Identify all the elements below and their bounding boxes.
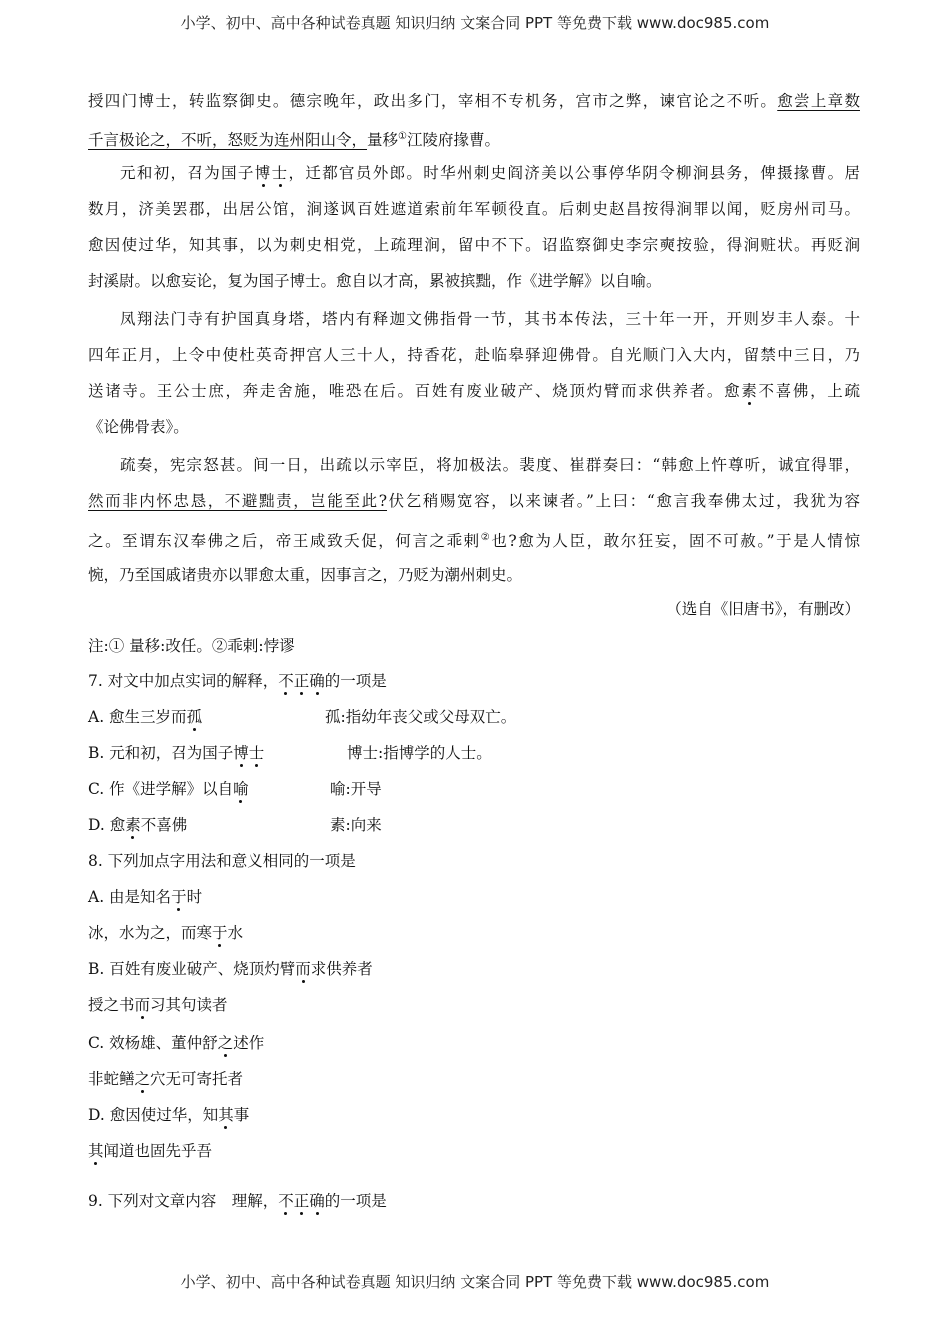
text: A. 由是知名 [88, 888, 172, 906]
text: 9. 下列对文章内容 理解， [88, 1192, 279, 1210]
passage-line [88, 527, 860, 552]
dotted-char: 之 [134, 1070, 151, 1088]
text: 之。至谓东汉奉佛之后，帝王咸致夭促，何言之乖剌 [88, 532, 481, 551]
question-line [88, 1068, 860, 1090]
dotted-char: 博 [233, 744, 249, 762]
text: 也?愈为人臣，敢尔狂妄，固不可赦。”于是人情惊 [491, 532, 860, 551]
passage-line [88, 635, 860, 657]
passage-line [88, 90, 860, 112]
text: 水 [227, 924, 244, 942]
text: 《论佛骨表》。 [88, 418, 189, 436]
underlined-text: 愈尝上章数 [777, 92, 860, 110]
dotted-char: 之 [217, 1034, 234, 1052]
passage-line [88, 454, 860, 476]
text: C. 效杨雄、董仲舒 [88, 1034, 218, 1052]
dotted-char: 其 [88, 1142, 104, 1160]
passage-line [88, 162, 860, 184]
question-line [88, 1190, 860, 1212]
passage-line [88, 564, 860, 586]
text: 7. 对文中加点实词的解释， [88, 672, 279, 690]
underlined-text: 千言极论之，不听，怒贬为连州阳山令， [88, 131, 368, 150]
text: 凤翔法门寺有护国真身塔，塔内有释迦文佛指骨一节，其书本传法，三十年一开，开则岁丰人泰。十 [120, 310, 860, 328]
text: 封溪尉。以愈妄论，复为国子博士。愈自以才高，累被摈黜，作《进学解》以自喻。 [88, 272, 662, 290]
dotted-char: 确 [309, 672, 325, 690]
text: 的一项是 [324, 672, 387, 690]
dotted-char: 于 [171, 888, 187, 906]
text: 不喜佛 [140, 816, 188, 834]
text: 授之书 [88, 996, 135, 1014]
dotted-char: 其 [218, 1106, 234, 1124]
text: 不喜佛，上疏 [758, 382, 860, 400]
question-line [88, 814, 860, 836]
question-line [88, 994, 860, 1016]
text: 量移 [367, 131, 399, 150]
passage-line [88, 380, 860, 402]
text: 授四门博士，转监察御史。德宗晚年，政出多门，宰相不专机务，宫市之弊，谏官论之不听。 [88, 92, 778, 110]
text: 送诸寺。王公士庶，奔走舍施，唯恐在后。百姓有废业破产、烧顶灼臂而求供养者。愈 [88, 382, 742, 400]
text: 习其句读者 [150, 996, 228, 1014]
passage-line [88, 198, 860, 220]
dotted-char: 喻 [233, 780, 249, 798]
text: D. 愈因使过华，知 [88, 1106, 219, 1124]
text: 伏乞稍赐宽容，以来谏者。”上曰：“愈言我奉佛太过，我犹为容 [387, 492, 861, 510]
question-line [88, 850, 860, 872]
text: A. 愈生三岁而 [88, 708, 187, 726]
text: 述作 [233, 1034, 265, 1052]
text: 穴无可寄托者 [150, 1070, 244, 1088]
passage-line [88, 598, 860, 620]
question-line [88, 1104, 860, 1126]
footnote-mark: ① [398, 131, 407, 142]
text: D. 愈 [88, 816, 126, 834]
dotted-char: 确 [309, 1192, 325, 1210]
page-footer: 小学、初中、高中各种试卷真题 知识归纳 文案合同 PPT 等免费下载 www.doc985.com [180, 1273, 770, 1291]
option-explanation: 孤:指幼年丧父或父母双亡。 [325, 708, 517, 726]
option-explanation: 喻:开导 [330, 780, 382, 798]
option-explanation: 素:向来 [330, 816, 382, 834]
passage-line [88, 270, 860, 292]
dotted-char: 素 [741, 382, 759, 400]
text: 惋，乃至国戚诸贵亦以罪愈太重，因事言之，乃贬为潮州刺史。 [88, 566, 523, 584]
question-line [88, 886, 860, 908]
text: 求供养者 [310, 960, 373, 978]
dotted-char: 士 [271, 164, 289, 182]
dotted-char: 正 [293, 1192, 310, 1210]
dotted-char: 而 [134, 996, 151, 1014]
question-line [88, 1140, 860, 1162]
text: 事 [233, 1106, 250, 1124]
passage-line [88, 234, 860, 256]
text: 元和初，召为国子 [120, 164, 255, 182]
passage-line [88, 308, 860, 330]
passage-line [88, 490, 860, 512]
text: 江陵府掾曹。 [407, 131, 501, 150]
text: B. 元和初，召为国子 [88, 744, 234, 762]
text: 数月，济美罢郡，出居公馆，涧遂讽百姓遮道索前年军顿役直。后刺史赵昌按得涧罪以闻，贬房州司马。 [88, 200, 860, 218]
text: 注:① 量移:改任。②乖剌:悖谬 [88, 637, 295, 655]
text: 冰，水为之，而寒 [88, 924, 213, 942]
text: （选自《旧唐书》，有删改） [666, 600, 860, 618]
question-line [88, 778, 860, 800]
page-header: 小学、初中、高中各种试卷真题 知识归纳 文案合同 PPT 等免费下载 www.doc985.com [180, 14, 770, 32]
dotted-char: 博 [254, 164, 272, 182]
dotted-char: 正 [293, 672, 310, 690]
dotted-char: 不 [278, 1192, 294, 1210]
passage-line [88, 344, 860, 366]
question-line [88, 670, 860, 692]
text: 疏奏，宪宗怒甚。间一日，出疏以示宰臣，将加极法。裴度、崔群奏曰：“韩愈上忤尊听，诚宜得罪， [120, 456, 860, 474]
text: 时 [186, 888, 203, 906]
text: 8. 下列加点字用法和意义相同的一项是 [88, 852, 356, 870]
dotted-char: 素 [125, 816, 141, 834]
text: ，迁都官员外郎。时华州刺史阎济美以公事停华阴令柳涧县务，俾摄掾曹。居 [288, 164, 860, 182]
question-line [88, 958, 860, 980]
text: 愈因使过华，知其事，以为刺史相党，上疏理涧，留中不下。诏监察御史李宗奭按验，得涧赃状。再贬涧 [88, 236, 860, 254]
passage-line [88, 416, 860, 438]
question-line [88, 1032, 860, 1054]
text: 非蛇鳝 [88, 1070, 135, 1088]
text: C. 作《进学解》以自 [88, 780, 234, 798]
text: 闻道也固先乎吾 [103, 1142, 213, 1160]
question-line [88, 922, 860, 944]
dotted-char: 不 [278, 672, 294, 690]
text: B. 百姓有废业破产、烧顶灼臂 [88, 960, 296, 978]
dotted-char: 孤 [186, 708, 203, 726]
passage-line [88, 126, 860, 151]
dotted-char: 而 [295, 960, 311, 978]
text: 四年正月，上令中使杜英奇押宫人三十人，持香花，赴临皋驿迎佛骨。自光顺门入大内，留禁中三日，乃 [88, 346, 860, 364]
text: 的一项是 [324, 1192, 387, 1210]
dotted-char: 于 [212, 924, 228, 942]
option-explanation: 博士:指博学的人士。 [347, 744, 492, 762]
footnote-mark: ② [480, 532, 492, 543]
dotted-char: 士 [248, 744, 265, 762]
underlined-text: 然而非内怀忠恳，不避黜责，岂能至此? [88, 492, 388, 510]
